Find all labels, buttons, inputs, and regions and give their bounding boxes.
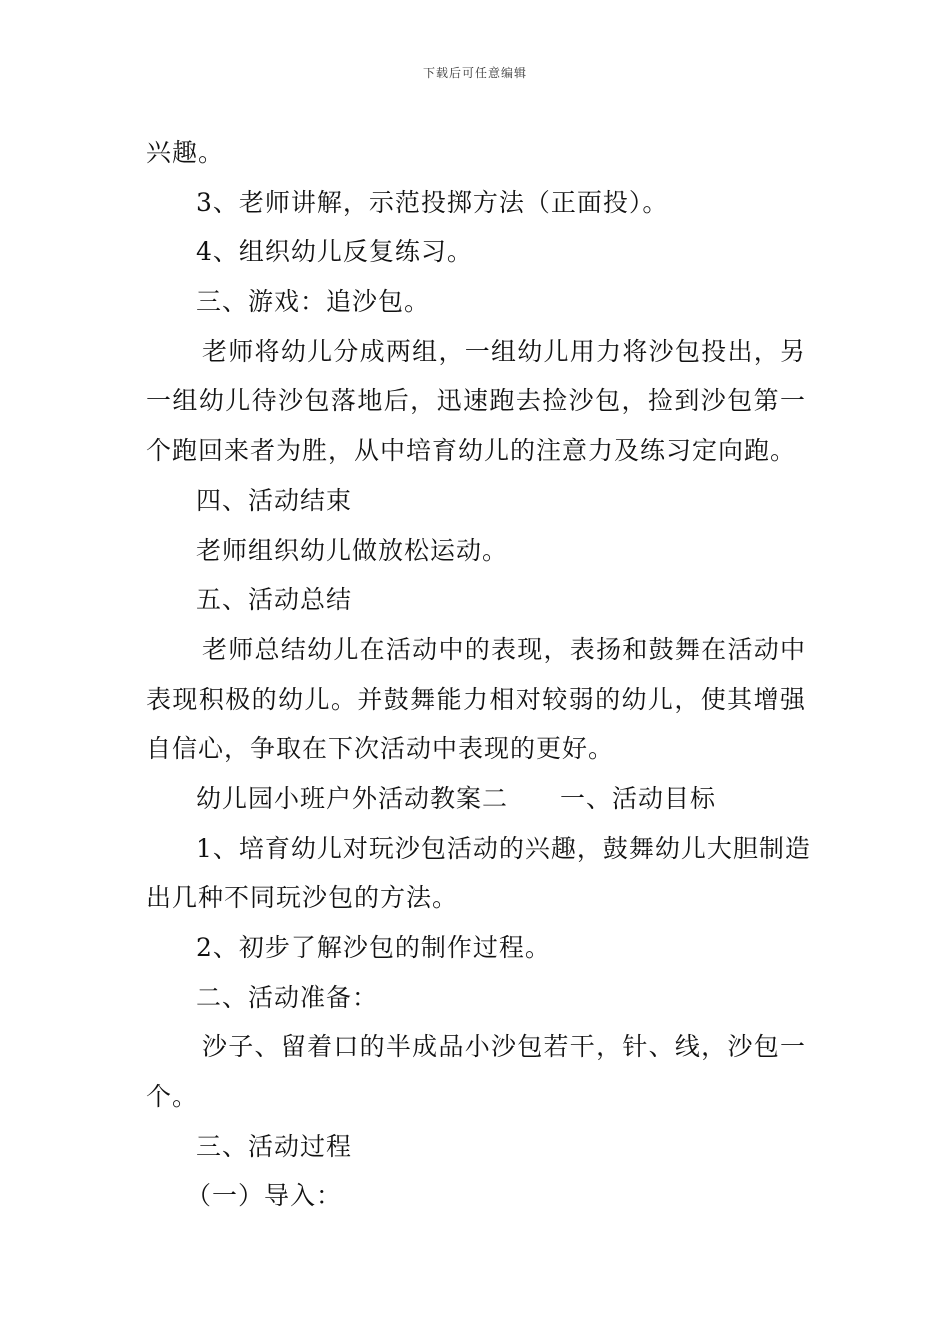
section-heading: 三、游戏：追沙包。 <box>196 287 431 317</box>
page-header: 下载后可任意编辑 <box>422 66 527 80</box>
document-body <box>146 128 816 1221</box>
section-heading: 三、活动过程 <box>196 1131 353 1161</box>
sub-heading: （一）导入： <box>186 1181 343 1211</box>
section-heading: 幼儿园小班户外活动教案二 一、活动目标 <box>196 783 717 813</box>
paragraph-line: 3、老师讲解，示范投掷方法（正面投）。 <box>196 187 669 217</box>
paragraph-line: 老师将幼儿分成两组，一组幼儿用力将沙包投出，另 <box>202 336 806 366</box>
paragraph-line: 表现积极的幼儿。并鼓舞能力相对较弱的幼儿，使其增强 <box>146 684 806 714</box>
paragraph-line: 一组幼儿待沙包落地后，迅速跑去捡沙包，捡到沙包第一 <box>146 386 806 416</box>
section-heading: 二、活动准备： <box>196 982 379 1012</box>
paragraph-line: 老师组织幼儿做放松运动。 <box>196 535 509 565</box>
paragraph-line: 兴趣。 <box>146 138 225 167</box>
paragraph-line: 沙子、留着口的半成品小沙包若干，针、线，沙包一 <box>202 1032 806 1062</box>
section-heading: 四、活动结束 <box>196 485 353 515</box>
paragraph-line: 4、组织幼儿反复练习。 <box>196 237 473 267</box>
paragraph-line: 老师总结幼儿在活动中的表现，表扬和鼓舞在活动中 <box>202 634 806 664</box>
paragraph-line: 1、培育幼儿对玩沙包活动的兴趣，鼓舞幼儿大胆制造 <box>196 833 811 863</box>
paragraph-line: 个。 <box>146 1082 199 1112</box>
paragraph-line: 2、初步了解沙包的制作过程。 <box>196 933 551 962</box>
paragraph-line: 出几种不同玩沙包的方法。 <box>146 883 459 913</box>
paragraph-line: 自信心，争取在下次活动中表现的更好。 <box>146 734 615 764</box>
section-heading: 五、活动总结 <box>196 585 353 615</box>
paragraph-line: 个跑回来者为胜，从中培育幼儿的注意力及练习定向跑。 <box>146 436 797 466</box>
